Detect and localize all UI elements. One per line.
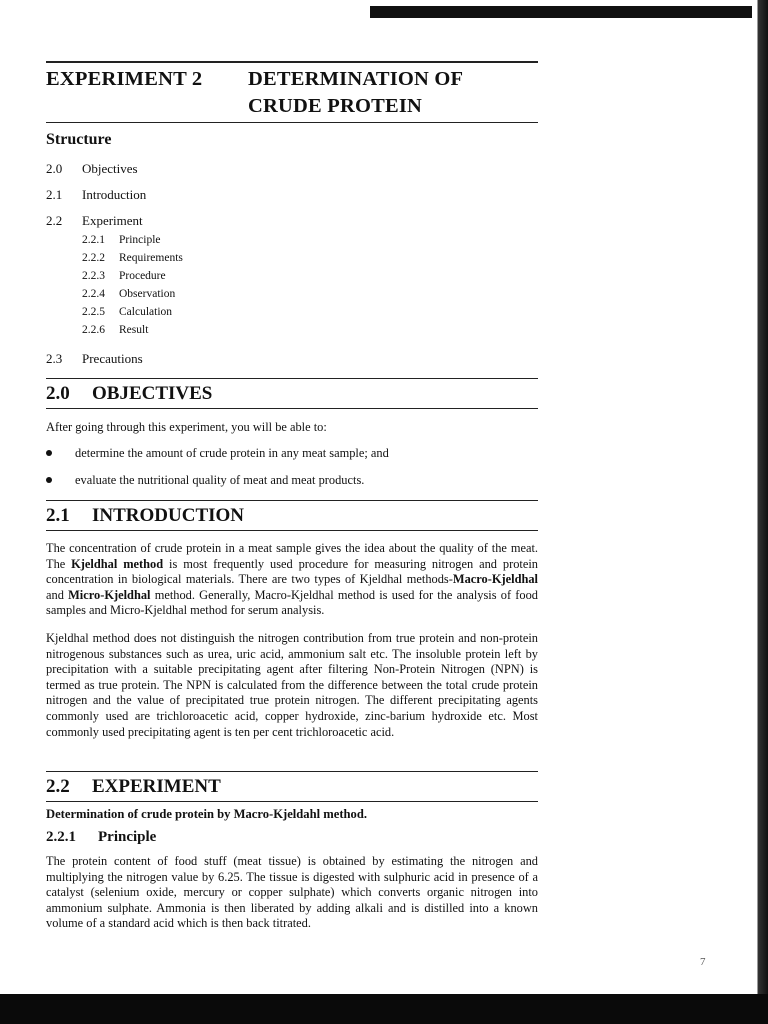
introduction-paragraph-2: Kjeldhal method does not distinguish the nitrogen contribution from true protein and non-protein nitrogenous substances such as urea, uric acid, ammonium salt etc. The insoluble protein left by precipitation with a suitable precipitating agent after filtering Non-Protein Nitrogen (NPN) is termed as true protein. The NPN is calculated from the difference between the total crude protein nitrogen and the value of precipitated true protein nitrogen. The different precipitating agents commonly used are trichloroacetic acid, copper hydroxide, zinc-barium hydroxide etc. Most commonly used precipitating agent is ten per cent trichloroacetic acid. [46, 631, 538, 739]
section-rule [46, 801, 538, 802]
section-rule [46, 378, 538, 379]
header-rule-bottom [46, 122, 538, 123]
objectives-heading: 2.0 OBJECTIVES [46, 383, 213, 404]
experiment-title-line1: DETERMINATION OF [248, 68, 464, 90]
introduction-paragraph-1: The concentration of crude protein in a meat sample gives the idea about the quality of the meat. The Kjeldhal method is most frequently used procedure for measuring nitrogen and protein concentration in biological materials. There are two types of Kjeldhal methods-Macro-Kjeldhal and Micro-Kjeldhal method. Generally, Macro-Kjeldhal method is used for the analysis of food samples and Micro-Kjeldhal method for serum analysis. [46, 541, 538, 618]
experiment-title-line2: CRUDE PROTEIN [248, 95, 423, 117]
section-rule [46, 408, 538, 409]
header-rule-top [46, 61, 538, 63]
experiment-title [248, 66, 548, 120]
structure-heading: Structure [46, 131, 112, 148]
principle-paragraph: The protein content of food stuff (meat tissue) is obtained by estimating the nitrogen and multiplying the nitrogen value by 6.25. The tissue is digested with sulphuric acid in presence of a catalyst (selenium oxide, mercury or copper sulphate) which converts organic nitrogen into ammonium sulphate. Ammonia is then liberated by adding alkali and is distilled into a known volume of a standard acid which is then back titrated. [46, 854, 538, 931]
bullet-dot-icon [46, 477, 52, 483]
introduction-heading: 2.1 INTRODUCTION [46, 505, 245, 526]
objectives-intro: After going through this experiment, you will be able to: [46, 420, 327, 434]
scan-bottom-border [0, 994, 768, 1024]
principle-heading: 2.2.1 Principle [46, 829, 157, 845]
experiment-heading: 2.2 EXPERIMENT [46, 776, 221, 797]
page-number: 7 [700, 956, 706, 968]
section-rule [46, 500, 538, 501]
section-rule [46, 530, 538, 531]
experiment-number: EXPERIMENT 2 [46, 68, 203, 90]
scan-top-border [370, 0, 768, 18]
bullet-dot-icon [46, 450, 52, 456]
experiment-subtitle: Determination of crude protein by Macro-Kjeldahl method. [46, 807, 367, 821]
scan-right-border [752, 0, 768, 1024]
section-rule [46, 771, 538, 772]
